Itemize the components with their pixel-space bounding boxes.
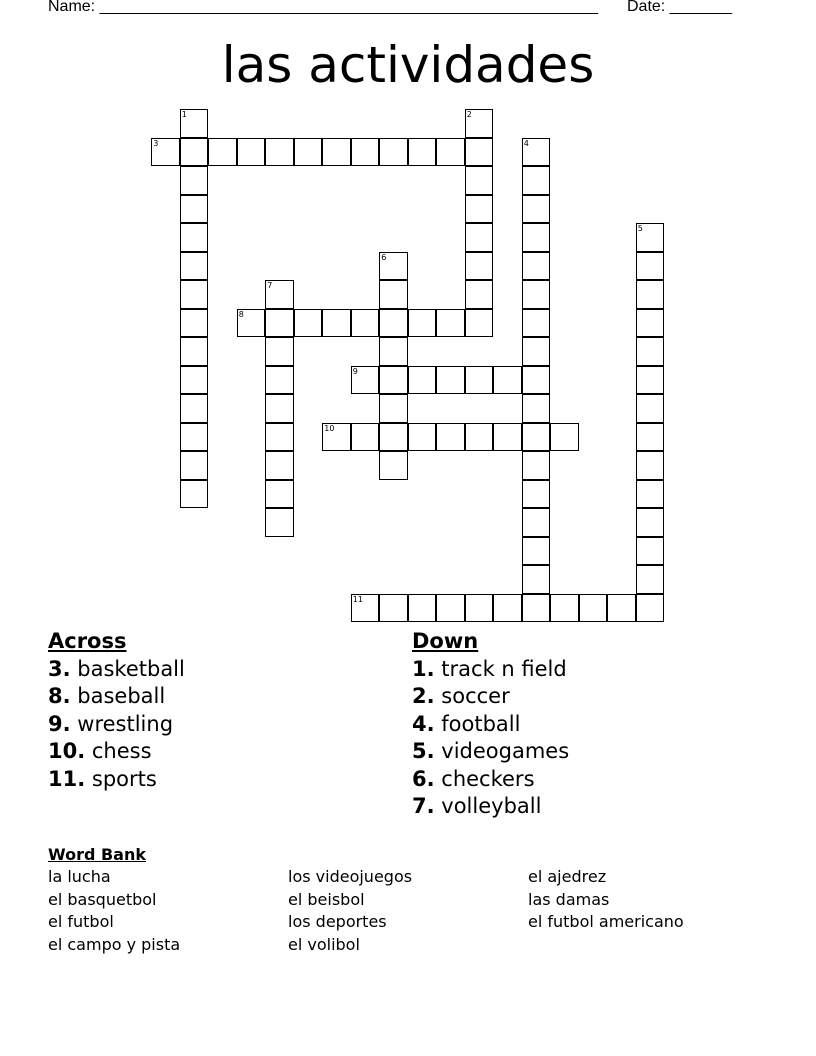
- grid-cell[interactable]: [493, 594, 522, 623]
- grid-cell[interactable]: [180, 337, 209, 366]
- grid-cell[interactable]: [379, 394, 408, 423]
- grid-cell[interactable]: [579, 594, 608, 623]
- grid-cell[interactable]: [550, 594, 579, 623]
- grid-cell[interactable]: [522, 252, 551, 281]
- grid-cell[interactable]: [379, 366, 408, 395]
- grid-cell[interactable]: [522, 195, 551, 224]
- date-field[interactable]: Date: _______: [627, 0, 732, 15]
- grid-cell[interactable]: [636, 594, 665, 623]
- grid-cell[interactable]: [379, 337, 408, 366]
- grid-cell[interactable]: [265, 480, 294, 509]
- down-clues: [412, 628, 569, 821]
- grid-cell[interactable]: [636, 337, 665, 366]
- grid-cell[interactable]: [351, 594, 380, 623]
- grid-cell[interactable]: [322, 423, 351, 452]
- grid-cell[interactable]: [265, 366, 294, 395]
- grid-cell[interactable]: [180, 166, 209, 195]
- grid-cell[interactable]: [636, 280, 665, 309]
- grid-cell[interactable]: [636, 537, 665, 566]
- grid-cell[interactable]: [294, 309, 323, 338]
- grid-cell[interactable]: [180, 394, 209, 423]
- grid-cell[interactable]: [151, 138, 180, 167]
- clue-down-6: 6. checkers: [412, 766, 535, 791]
- grid-cell[interactable]: [322, 309, 351, 338]
- word-bank-column-2: [288, 866, 412, 956]
- grid-cell[interactable]: [351, 423, 380, 452]
- grid-cell[interactable]: [351, 366, 380, 395]
- word-bank-item: el volibol: [288, 934, 360, 954]
- grid-cell[interactable]: [408, 138, 437, 167]
- grid-cell[interactable]: [522, 451, 551, 480]
- grid-cell[interactable]: [522, 138, 551, 167]
- grid-cell[interactable]: [465, 280, 494, 309]
- grid-cell[interactable]: [237, 138, 266, 167]
- clue-down-7: 7. volleyball: [412, 794, 542, 818]
- clue-number: 9: [352, 366, 358, 376]
- grid-cell[interactable]: [265, 508, 294, 537]
- grid-cell[interactable]: [607, 594, 636, 623]
- word-bank-item: el beisbol: [288, 889, 365, 909]
- clue-across-11: 11. sports: [48, 766, 157, 791]
- grid-cell[interactable]: [522, 480, 551, 509]
- grid-cell[interactable]: [265, 451, 294, 480]
- grid-cell[interactable]: [408, 594, 437, 623]
- word-bank-item: las damas: [528, 889, 610, 909]
- grid-cell[interactable]: [436, 138, 465, 167]
- grid-cell[interactable]: [180, 366, 209, 395]
- word-bank-item: el basquetbol: [48, 889, 157, 909]
- grid-cell[interactable]: [465, 195, 494, 224]
- clue-down-2: 2. soccer: [412, 684, 510, 708]
- grid-cell[interactable]: [522, 280, 551, 309]
- grid-cell[interactable]: [636, 394, 665, 423]
- grid-cell[interactable]: [180, 223, 209, 252]
- grid-cell[interactable]: [265, 394, 294, 423]
- word-bank-item: el futbol americano: [528, 912, 684, 931]
- grid-cell[interactable]: [636, 508, 665, 537]
- clue-number: 6: [381, 252, 387, 262]
- grid-cell[interactable]: [208, 138, 237, 167]
- across-clues: [48, 628, 185, 793]
- grid-cell[interactable]: [180, 252, 209, 281]
- grid-cell[interactable]: [180, 280, 209, 309]
- clue-across-9: 9. wrestling: [48, 711, 174, 736]
- grid-cell[interactable]: [465, 366, 494, 395]
- grid-cell[interactable]: [379, 252, 408, 281]
- grid-cell[interactable]: [379, 309, 408, 338]
- word-bank-item: la lucha: [48, 867, 111, 886]
- grid-cell[interactable]: [522, 366, 551, 395]
- grid-cell[interactable]: [636, 565, 665, 594]
- grid-cell[interactable]: [550, 423, 579, 452]
- grid-cell[interactable]: [180, 423, 209, 452]
- grid-cell[interactable]: [636, 366, 665, 395]
- clue-number: 11: [352, 594, 363, 604]
- grid-cell[interactable]: [180, 138, 209, 167]
- grid-cell[interactable]: [522, 337, 551, 366]
- grid-cell[interactable]: [522, 166, 551, 195]
- down-heading: Down: [412, 629, 479, 653]
- grid-cell[interactable]: [379, 423, 408, 452]
- grid-cell[interactable]: [237, 309, 266, 338]
- grid-cell[interactable]: [408, 423, 437, 452]
- grid-cell[interactable]: [379, 594, 408, 623]
- grid-cell[interactable]: [436, 423, 465, 452]
- grid-cell[interactable]: [379, 451, 408, 480]
- grid-cell[interactable]: [522, 537, 551, 566]
- grid-cell[interactable]: [265, 138, 294, 167]
- word-bank-item: los videojuegos: [288, 867, 413, 886]
- grid-cell[interactable]: [408, 366, 437, 395]
- grid-cell[interactable]: [265, 309, 294, 338]
- grid-cell[interactable]: [465, 109, 494, 138]
- grid-cell[interactable]: [465, 594, 494, 623]
- grid-cell[interactable]: [522, 565, 551, 594]
- grid-cell[interactable]: [465, 138, 494, 167]
- clue-number: 5: [637, 224, 643, 234]
- grid-cell[interactable]: [379, 138, 408, 167]
- word-bank-item: el futbol: [48, 912, 114, 931]
- grid-cell[interactable]: [465, 223, 494, 252]
- grid-cell[interactable]: [180, 109, 209, 138]
- name-field[interactable]: Name: ________________________________________________________: [48, 0, 598, 15]
- grid-cell[interactable]: [436, 594, 465, 623]
- grid-cell[interactable]: [522, 423, 551, 452]
- grid-cell[interactable]: [180, 451, 209, 480]
- grid-cell[interactable]: [522, 309, 551, 338]
- grid-cell[interactable]: [522, 394, 551, 423]
- grid-cell[interactable]: [636, 480, 665, 509]
- grid-cell[interactable]: [465, 166, 494, 195]
- clue-number: 2: [466, 110, 472, 120]
- clue-number: 10: [324, 423, 335, 433]
- clue-down-4: 4. football: [412, 711, 521, 736]
- grid-cell[interactable]: [265, 337, 294, 366]
- grid-cell[interactable]: [522, 508, 551, 537]
- clue-across-10: 10. chess: [48, 739, 152, 763]
- grid-cell[interactable]: [465, 423, 494, 452]
- grid-cell[interactable]: [294, 138, 323, 167]
- clue-number: 7: [267, 281, 273, 291]
- grid-cell[interactable]: [636, 252, 665, 281]
- grid-cell[interactable]: [636, 223, 665, 252]
- across-heading: Across: [48, 629, 127, 653]
- grid-cell[interactable]: [465, 309, 494, 338]
- word-bank-item: los deportes: [288, 912, 387, 931]
- word-bank-heading: Word Bank: [48, 845, 147, 864]
- grid-cell[interactable]: [322, 138, 351, 167]
- grid-cell[interactable]: [408, 309, 437, 338]
- word-bank-column-3: [528, 866, 684, 934]
- grid-cell[interactable]: [436, 309, 465, 338]
- word-bank-item: el ajedrez: [528, 867, 607, 886]
- grid-cell[interactable]: [522, 594, 551, 623]
- grid-cell[interactable]: [180, 309, 209, 338]
- grid-cell[interactable]: [465, 252, 494, 281]
- grid-cell[interactable]: [379, 280, 408, 309]
- clue-number: 3: [153, 138, 159, 148]
- word-bank-item: el campo y pista: [48, 934, 181, 954]
- grid-cell[interactable]: [522, 223, 551, 252]
- page-title: las actividades: [221, 36, 595, 94]
- grid-cell[interactable]: [493, 366, 522, 395]
- grid-cell[interactable]: [636, 451, 665, 480]
- word-bank-column-1: [48, 866, 180, 956]
- grid-cell[interactable]: [436, 366, 465, 395]
- grid-cell[interactable]: [180, 480, 209, 509]
- grid-cell[interactable]: [493, 423, 522, 452]
- clue-number: 4: [523, 138, 529, 148]
- clue-across-8: 8. baseball: [48, 684, 166, 708]
- clue-down-1: 1. track n field: [412, 656, 567, 681]
- grid-cell[interactable]: [351, 309, 380, 338]
- clue-down-5: 5. videogames: [412, 739, 570, 763]
- grid-cell[interactable]: [636, 309, 665, 338]
- grid-cell[interactable]: [180, 195, 209, 224]
- clue-number: 8: [238, 309, 244, 319]
- grid-cell[interactable]: [636, 423, 665, 452]
- clue-number: 1: [181, 110, 187, 120]
- grid-cell[interactable]: [265, 280, 294, 309]
- grid-cell[interactable]: [265, 423, 294, 452]
- clue-across-3: 3. basketball: [48, 656, 185, 681]
- grid-cell[interactable]: [351, 138, 380, 167]
